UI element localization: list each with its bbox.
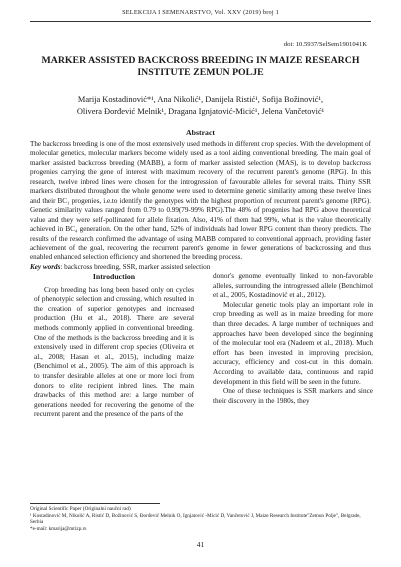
- keywords-label: Key words: [30, 262, 61, 271]
- paper-title: MARKER ASSISTED BACKCROSS BREEDING IN MAIZE RESEARCH INSTITUTE ZEMUN POLJE: [41, 55, 360, 78]
- author-list: [30, 94, 371, 117]
- intro-paragraph-3: One of these techniques is SSR markers and since their discovery in the 1980s, they: [213, 387, 373, 405]
- keywords: [30, 263, 371, 272]
- author-line-1: Marija Kostadinović*¹, Ana Nikolić¹, Danijela Ristić¹, Sofija Božinović¹,: [77, 95, 324, 104]
- abstract-text: The backcross breeding is one of the most extensively used methods in different crop species. With the development of molecular genetics, molecular markers become widely used as a tool aiding conventional breeding. The main goal of marker assisted backcross breeding (MABB), a form of marker assisted selection (MAS), is to develop backcross progenies carrying the gene of interest with maximum recovery of the recurrent parent's genome (RPG). In this research, twelve inbred lines were chosen for the introgression of favourable alleles for several traits. Thirty SSR markers distributed throughout the whole genome were used to determine genetic similarity among these twelve lines and their BC₁ progenies, i.e.to identify the genotypes with the highest proportion of recurrent parent's genome (RPG). Genetic similarity values ranged from 0.79 to 0.99(79-99% RPG).The 48% of progenies had RPG above theoretical value and they were self-pollinated for allele fixation. Also, 41% of them had 99%, what is the value theoretically achieved in BC₄ generation. On the other hand, 52% of individuals had lower RPG content than theory predicts. The results of the research confirmed the advantage of using MABB compared to conventional approach, providing faster achievement of the goal, recovering the recurrent parent's genome in fewer generations of backcrossing and thus enabled enhanced selection efficiency and shortened the breeding process.: [30, 140, 371, 262]
- left-column: [34, 272, 194, 420]
- introduction-heading: Introduction: [92, 272, 136, 281]
- footnotes: [30, 506, 371, 533]
- keywords-text: : backcross breeding, SSR, marker assisted selection: [60, 262, 211, 271]
- journal-header: SELEKCIJA I SEMENARSTVO, Vol. XXV (2019) broj 1: [122, 9, 279, 16]
- doi: doi: 10.5937/SelSem1901041K: [283, 41, 367, 48]
- intro-paragraph-1: Crop breeding has long been based only on cycles of phenotypic selection and crossing, which resulted in the creation of superior genotypes and increased production (Hu et al., 2018). There are several methods commonly applied in conventional breeding. One of the methods is the backcross breeding and it is extensively used in different crop species (Oliveira et al., 2008; Hasan et al., 2015), including maize (Benchimol et al., 2005). The aim of this approach is to transfer desirable alleles at one or more loci from donors to elite recipient inbred lines. The main drawbacks of this method are: a large number of generations needed for recovering the genome of the recurrent parent and the presence of the parts of the: [34, 285, 194, 419]
- author-line-2: Olivera Đorđević Melnik¹, Dragana Ignjatović-Micić¹, Jelena Vančetović¹: [76, 106, 325, 116]
- footnote-paper-type: Original Scientific Paper (Originalni naučni rad): [30, 506, 131, 512]
- footnote-email: *e-mail: kmarija@mrizp.rs: [30, 526, 87, 533]
- intro-paragraph-1-cont: donor's genome eventually linked to non-favorable alleles, surrounding the introgressed allele (Benchimol et al., 2005, Kostadinović et al., 2012).: [213, 272, 373, 300]
- footnote-affiliation: ¹ Kostadinović M, Nikolić A, Ristić D, Božinović S, Đorđević Melnik O, Ignjatović -Micić D, Vančetović J, Maize Research Institute"Zemun Polje", Belgrade, Serbia: [30, 512, 361, 526]
- intro-paragraph-2: Molecular genetic tools play an important role in crop breeding as well as in maize breeding for more than three decades. A large number of techniques and approaches have been developed since the beginning of the molecular tool era (Nadeem et al., 2018). Much effort has been invested in improving precision, accuracy, efficiency and cost-cut in this domain. According to available data, continuous and rapid development in this field will be seen in the future.: [213, 300, 373, 386]
- page-number: 41: [196, 540, 205, 549]
- footnote-rule: [30, 503, 160, 504]
- abstract: [30, 140, 371, 272]
- header-rule: [30, 21, 371, 22]
- abstract-heading: Abstract: [185, 128, 215, 137]
- right-column: [213, 272, 373, 406]
